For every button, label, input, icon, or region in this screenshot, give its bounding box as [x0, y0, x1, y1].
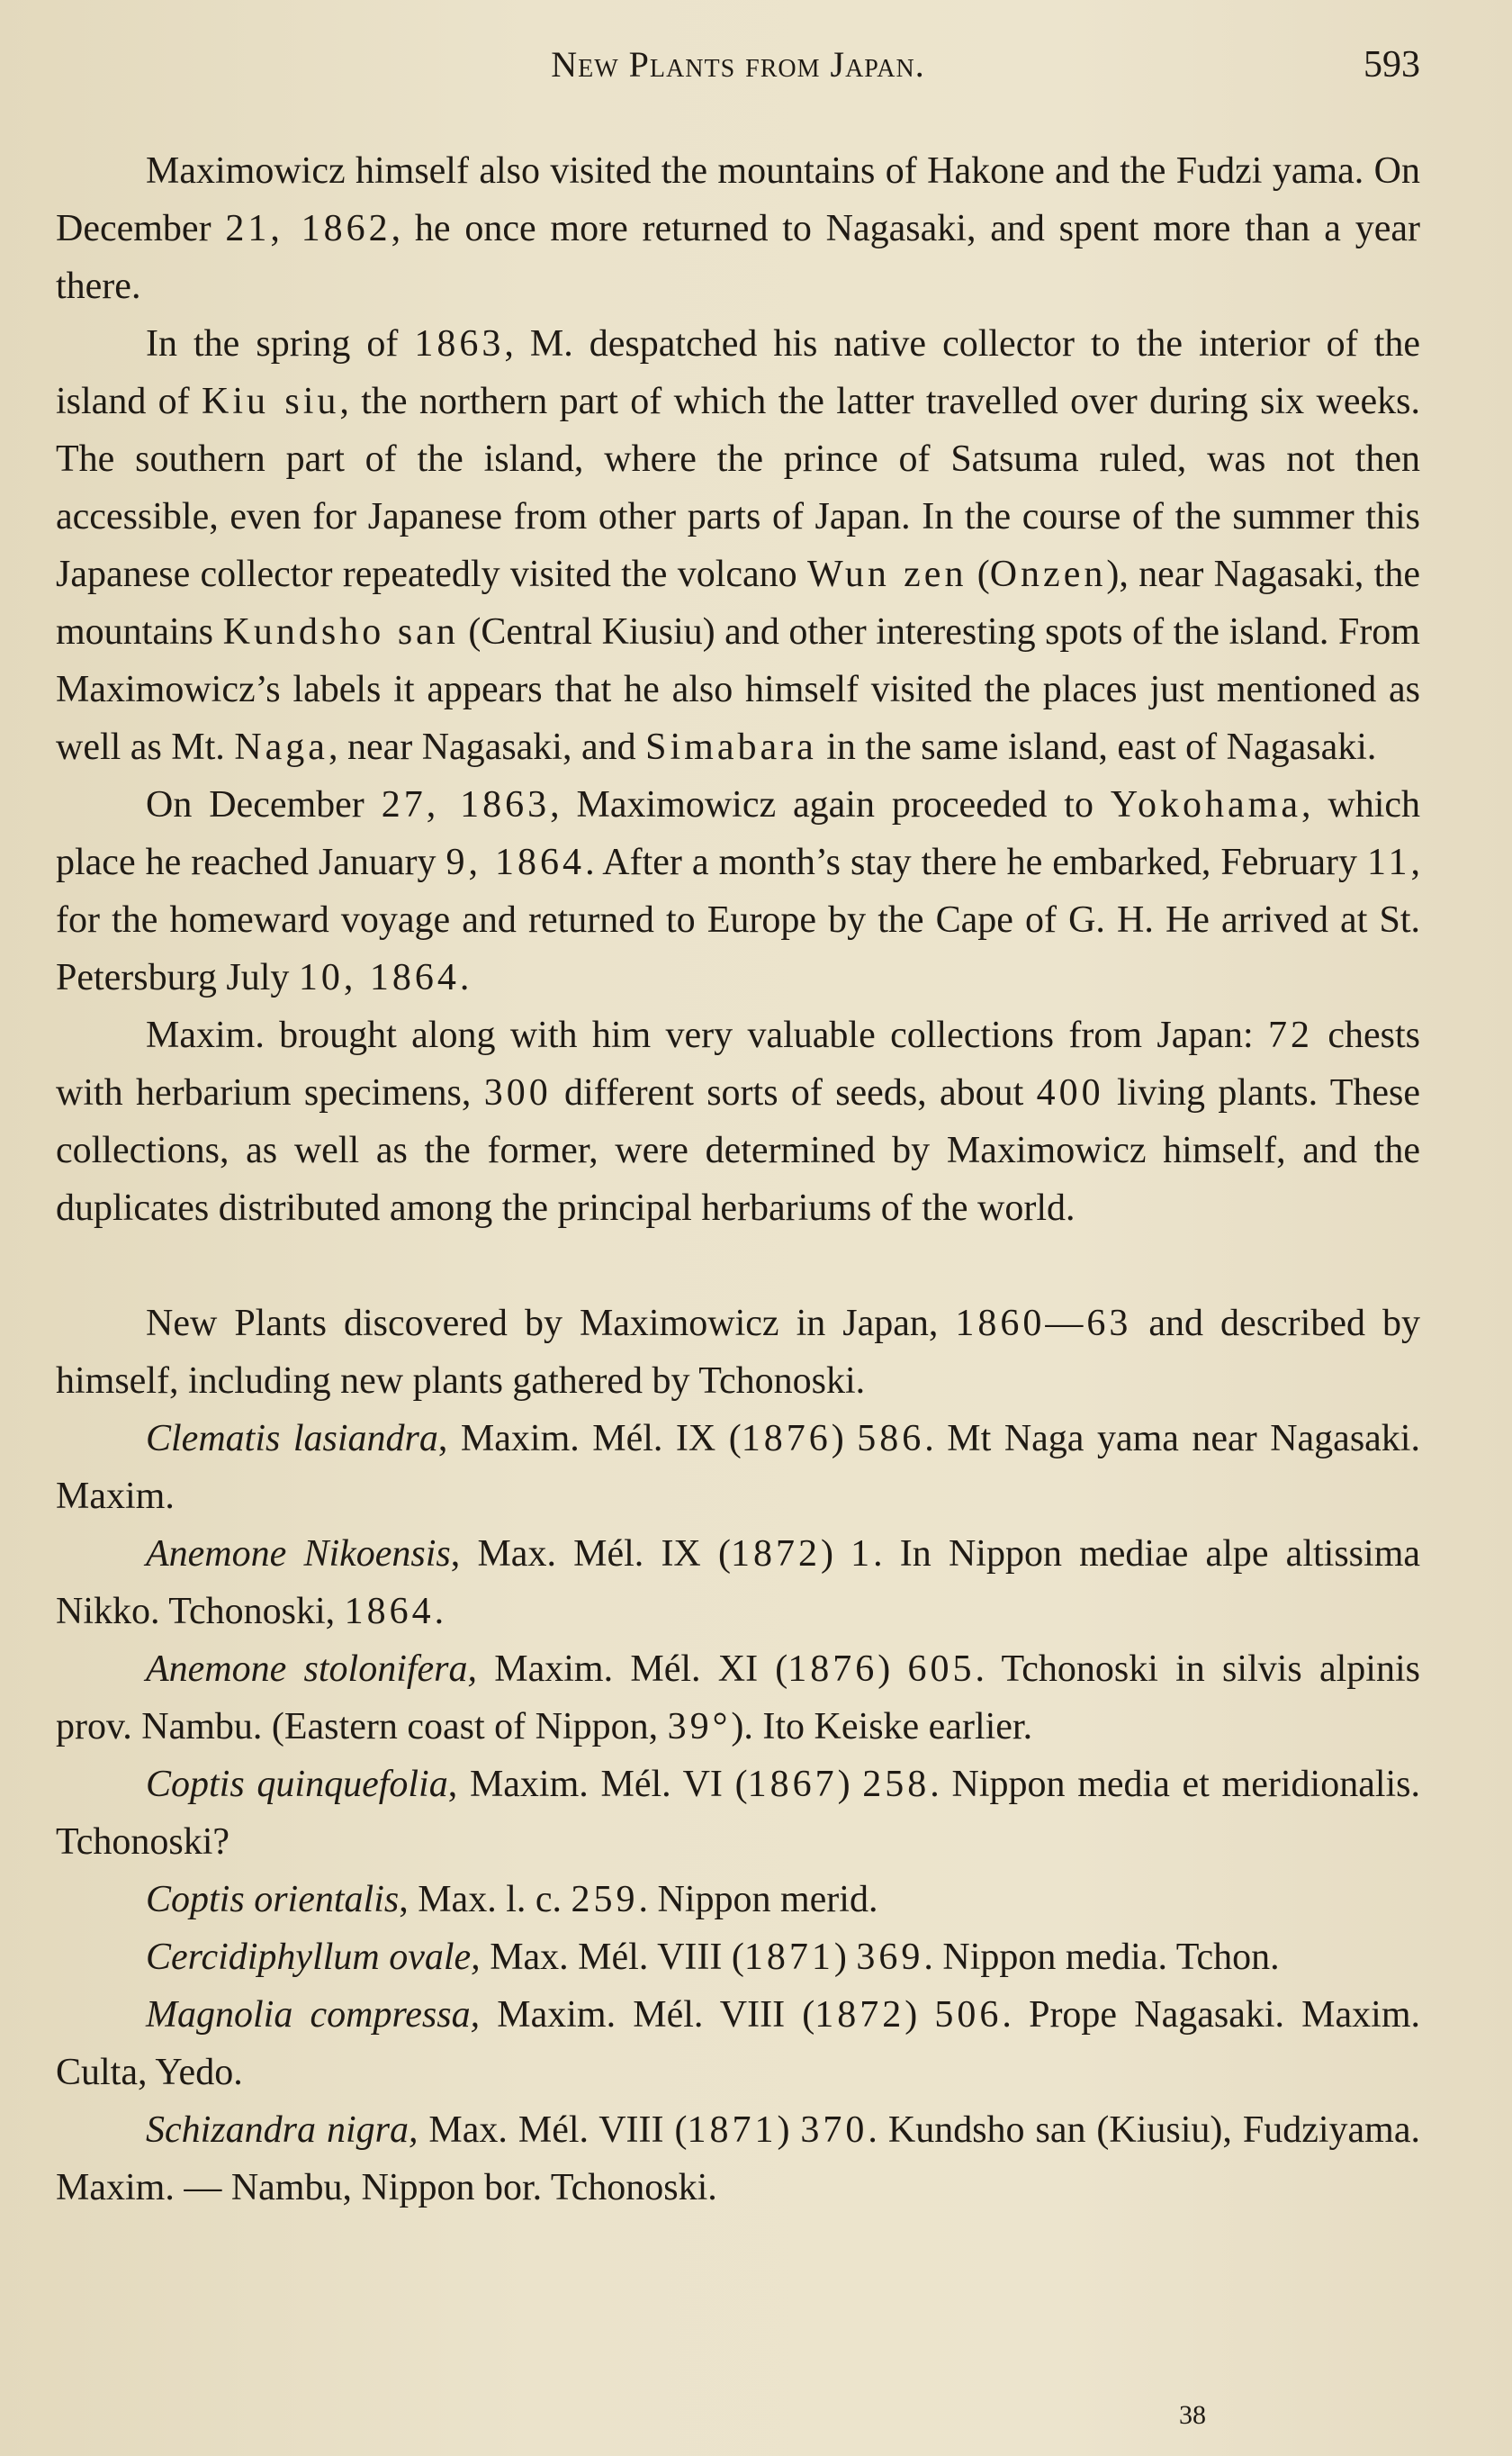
page-number: 593 — [1364, 44, 1420, 86]
date: 1871 — [743, 1937, 834, 1978]
text-run: , near Nagasaki, and — [328, 727, 646, 768]
text-run: and described by himself, including new plants gathered by Tchonoski. — [56, 1303, 1420, 1402]
text-run: Max. Mél. VIII ( — [480, 1937, 744, 1978]
text-run: . After a month’s stay there he embarked, February — [585, 842, 1368, 883]
species-name: Anemone Nikoensis — [146, 1533, 451, 1575]
text-run: ) — [831, 1418, 858, 1459]
text-run: different sorts of seeds, about — [551, 1072, 1037, 1114]
date: 1863 — [414, 323, 505, 365]
running-title: New Plants from Japan. — [551, 44, 925, 85]
place-name: Yokohama — [1110, 784, 1301, 826]
text-run: . — [434, 1591, 445, 1632]
species-name: Magnolia compressa, — [146, 1994, 481, 2036]
place-name: Simabara — [645, 727, 817, 768]
text-run: , Maxim. Mél. IX ( — [437, 1418, 742, 1459]
text-run: , which place he reached January — [56, 784, 1421, 883]
page-ref: 369 — [856, 1937, 924, 1978]
plant-entry — [56, 1640, 1420, 1756]
date: 9, 1864 — [446, 842, 586, 883]
date: 11 — [1367, 842, 1411, 883]
date: 1876 — [741, 1418, 832, 1459]
date: 1876 — [788, 1648, 878, 1690]
page-ref: 605 — [907, 1648, 976, 1690]
page-ref: 586 — [857, 1418, 925, 1459]
text-run: Max. Mél. VIII ( — [418, 2109, 688, 2151]
page-ref: 1 — [850, 1533, 874, 1575]
text-run: . — [459, 957, 470, 998]
page-ref: 370 — [800, 2109, 868, 2151]
text-run: Maximowicz himself also visited the mountains of Hakone and the Fudzi yama. On December — [56, 150, 1420, 249]
paragraph-4 — [56, 1007, 1420, 1237]
text-run: ), near Nagasaki, the mountains — [56, 554, 1420, 653]
place-name: Kundsho san — [222, 611, 459, 653]
latitude: 39° — [667, 1706, 732, 1747]
signature-mark: 38 — [1179, 2400, 1206, 2430]
page-ref: 506 — [934, 1994, 1003, 2036]
date: 1860—63 — [955, 1303, 1132, 1344]
plant-entry — [56, 1410, 1420, 1525]
date: 27, 1863 — [381, 784, 551, 826]
number: 72 — [1268, 1015, 1313, 1056]
text-run: (Central Kiusiu) and other interesting spots of the island. From Maximowicz’s labels it appears that he also himself visited the places just mentioned as well as Mt. — [56, 611, 1420, 768]
text-run: , Max. l. c. — [399, 1879, 572, 1920]
place-name: Wun zen — [806, 554, 968, 595]
date: 1872 — [730, 1533, 821, 1575]
date: 10, 1864 — [298, 957, 460, 998]
text-run: . Mt Naga yama near Nagasaki. Maxim. — [56, 1418, 1420, 1517]
plant-entry — [56, 1928, 1420, 1986]
page-ref: 259 — [571, 1879, 639, 1920]
text-run: living plants. These collections, as well as the former, were determined by Maximowicz himself, and the duplicates distributed among the principal herbariums of the world. — [56, 1072, 1421, 1229]
number: 300 — [483, 1072, 552, 1114]
place-name: Onzen — [989, 554, 1107, 595]
text-run: , Maxim. Mél. VI ( — [447, 1764, 748, 1805]
paragraph-1 — [56, 142, 1420, 315]
text-run: , M. despatched his native collector to the interior of the island of — [56, 323, 1420, 422]
date: 1864 — [344, 1591, 435, 1632]
list-heading — [56, 1295, 1420, 1410]
text-run: On December — [146, 784, 382, 826]
species-name: Coptis quinquefolia — [146, 1764, 448, 1805]
plant-entry — [56, 2101, 1420, 2217]
text-run: , he once more returned to Nagasaki, and spent more than a year there. — [56, 208, 1420, 307]
paragraph-3 — [56, 776, 1420, 1007]
date: 21, 1862 — [225, 208, 392, 249]
text-run: . Nippon media. Tchon. — [923, 1937, 1280, 1978]
plant-entry — [56, 1871, 1420, 1928]
text-run: Maxim. Mél. VIII ( — [480, 1994, 815, 2036]
body-text — [56, 142, 1420, 2217]
text-run: . Nippon merid. — [638, 1879, 878, 1920]
text-run: , Maximowicz again proceeded to — [550, 784, 1111, 826]
species-name: Cercidiphyllum ovale, — [146, 1937, 481, 1978]
text-run: . Nippon media et meridionalis. Tchonoski? — [56, 1764, 1421, 1863]
text-run: , the northern part of which the latter travelled over during six weeks. The southern part of the island, where the prince of Satsuma ruled, was not then accessible, even for Japanese from other parts of Japan. In the course of the summer this Japanese collector repeatedly visited the volcano — [56, 381, 1420, 595]
text-run: . Tchonoski in silvis alpinis prov. Nambu. (Eastern coast of Nippon, — [56, 1648, 1420, 1747]
text-run: ) — [904, 1994, 935, 2036]
page-ref: 258 — [862, 1764, 931, 1805]
text-run: New Plants discovered by Maximowicz in Japan, — [146, 1303, 956, 1344]
species-name: Schizandra nigra, — [146, 2109, 418, 2151]
species-name: Clematis lasiandra — [146, 1418, 438, 1459]
place-name: Kiu siu — [202, 381, 340, 422]
text-run: . In Nippon mediae alpe altissima Nikko. Tchonoski, — [56, 1533, 1421, 1632]
text-run: In the spring of — [146, 323, 415, 365]
text-run: ) — [777, 2109, 801, 2151]
text-run: . Prope Nagasaki. Maxim. Culta, Yedo. — [56, 1994, 1420, 2093]
text-run: , Max. Mél. IX ( — [450, 1533, 731, 1575]
paragraph-2 — [56, 315, 1420, 776]
text-run: Maxim. Mél. XI ( — [477, 1648, 788, 1690]
plant-entry — [56, 1756, 1420, 1871]
text-run: ) — [878, 1648, 908, 1690]
text-run: in the same island, east of Nagasaki. — [816, 727, 1377, 768]
text-run: ). Ito Keiske earlier. — [731, 1706, 1033, 1747]
plant-entry — [56, 1525, 1420, 1640]
plant-entry — [56, 1986, 1420, 2101]
species-name: Coptis orientalis — [146, 1879, 400, 1920]
date: 1867 — [747, 1764, 838, 1805]
page-header — [56, 43, 1420, 106]
place-name: Naga — [234, 727, 328, 768]
text-run: ) — [820, 1533, 851, 1575]
text-run: chests with herbarium specimens, — [56, 1015, 1420, 1114]
text-run: Maxim. brought along with him very valuable collections from Japan: — [146, 1015, 1268, 1056]
species-name: Anemone stolonifera, — [146, 1648, 478, 1690]
text-run: ) — [833, 1937, 857, 1978]
text-run: ( — [967, 554, 990, 595]
text-run: . Kundsho san (Kiusiu), Fudziyama. Maxim. — Nambu, Nippon bor. Tchonoski. — [56, 2109, 1420, 2208]
text-run: , for the homeward voyage and returned to Europe by the Cape of G. H. He arrived at St. Petersburg July — [56, 842, 1420, 998]
text-run: ) — [837, 1764, 863, 1805]
number: 400 — [1036, 1072, 1104, 1114]
date: 1871 — [687, 2109, 778, 2151]
date: 1872 — [814, 1994, 905, 2036]
